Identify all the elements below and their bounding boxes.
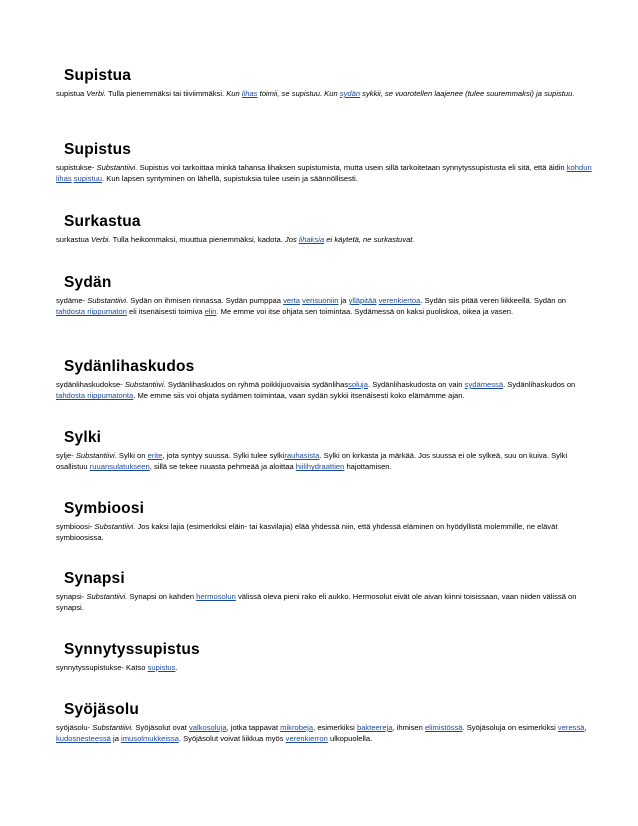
term-link[interactable]: veressä: [557, 723, 585, 732]
definition-text: . Kun lapsen syntyminen on lähellä, supistuksia tulee usein ja säännöllisesti.: [102, 174, 358, 184]
definition-text: ja: [110, 734, 122, 744]
entry-definition: [56, 591, 596, 613]
term-link[interactable]: verenkierron: [285, 734, 328, 744]
definition-text: . Me emme voi itse ohjata sen toimintaa. Sydämessä on kaksi puoliskoa, oikea ja vasen.: [216, 307, 514, 317]
entry-definition: [56, 162, 596, 184]
italic-text: Jos: [284, 235, 299, 244]
term-link[interactable]: verenkiertoa: [378, 296, 421, 305]
definition-text: Sylki on: [116, 451, 148, 460]
definition-text: , jotka tappavat: [226, 723, 281, 732]
definition-text: . Syöjäsoluja on esimerkiksi: [462, 723, 558, 732]
entry-title: Sydänlihaskudos: [64, 358, 195, 375]
definition-text: . Sylki on kirkasta ja märkää. Jos suussa ei ole sylkeä, suu on kuiva. Sylki osallistuu: [56, 451, 568, 472]
italic-text: Substantiivi.: [75, 451, 117, 460]
definition-text: eli itsenäisesti toimiva: [126, 307, 205, 317]
italic-text: Substantiivi.: [94, 522, 136, 531]
term-link[interactable]: verisuoniin: [302, 296, 339, 305]
entry-definition: [56, 88, 596, 99]
definition-text: Syöjäsolut ovat: [133, 723, 189, 732]
entry-sylki: [56, 428, 596, 472]
definition-text: hajottamisen.: [344, 462, 392, 472]
italic-text: Substantiivi.: [124, 380, 166, 389]
term-link[interactable]: tahdosta riippumatonta: [56, 391, 134, 401]
entry-definition: [56, 521, 596, 543]
entry-synnytyssupistus: [56, 640, 596, 673]
term-link[interactable]: lihas: [56, 174, 72, 184]
definition-text: symbioosi-: [56, 522, 95, 531]
definition-text: synapsi-: [56, 592, 87, 601]
entry-sydan: [56, 273, 596, 317]
italic-text: Verbi.: [91, 235, 111, 244]
term-link[interactable]: sydän: [339, 89, 361, 98]
definition-text: . Syöjäsolut voivat liikkua myös: [178, 734, 286, 744]
definition-text: välissä oleva pieni rako eli aukko. Hermosolut eivät ole aivan kiinni toisissaan, vaan niiden välissä on synapsi.: [56, 592, 577, 613]
definition-text: . Sydän siis pitää veren liikkeellä. Sydän on: [420, 296, 567, 305]
definition-text: ja: [338, 296, 349, 305]
definition-text: . Me emme siis voi ohjata sydämen toimintaa, vaan sydän sykkii itsenäisesti koko elämämme ajan.: [133, 391, 465, 401]
term-link[interactable]: elimistössä: [424, 723, 463, 732]
definition-text: ,: [584, 723, 587, 732]
definition-text: supistukse-: [56, 163, 97, 172]
definition-text: , sillä se tekee ruuasta pehmeää ja aloittaa: [149, 462, 296, 472]
term-link[interactable]: hermosolun: [196, 592, 236, 601]
definition-text: , jota syntyy suussa. Sylki tulee sylki: [162, 451, 285, 460]
term-link[interactable]: mikrobeja: [280, 723, 314, 732]
term-link[interactable]: erite: [147, 451, 163, 460]
entry-title: Sydän: [64, 274, 112, 291]
entry-title: Synapsi: [64, 570, 125, 587]
entry-definition: [56, 450, 596, 472]
entry-sydanlihaskudos: [56, 357, 596, 401]
definition-text: Tulla heikommaksi, muuttua pienemmäksi, kadota.: [110, 235, 285, 244]
definition-text: Synapsi on kahden: [127, 592, 197, 601]
definition-text: sydäme-: [56, 296, 88, 305]
term-link[interactable]: elin: [204, 307, 217, 317]
entry-title: Sylki: [64, 429, 102, 446]
term-link[interactable]: soluja: [348, 380, 368, 389]
entry-definition: [56, 379, 596, 401]
entry-definition: [56, 662, 596, 673]
term-link[interactable]: lihaksia: [298, 235, 325, 244]
term-link[interactable]: supistus: [147, 663, 176, 672]
definition-text: syöjäsolu-: [56, 723, 93, 732]
italic-text: sykkii, se vuorotellen laajenee (tulee suuremmaksi) ja supistuu.: [360, 89, 575, 98]
definition-text: . Sydänlihaskudos on: [503, 380, 576, 389]
entry-title: Supistus: [64, 141, 132, 158]
definition-text: , ihmisen: [392, 723, 425, 732]
term-link[interactable]: tahdosta riippumaton: [56, 307, 127, 317]
italic-text: Substantiivi.: [87, 296, 129, 305]
definition-text: Sydän on ihmisen rinnassa. Sydän pumppaa: [128, 296, 284, 305]
definition-text: sylje-: [56, 451, 76, 460]
entry-title: Supistua: [64, 67, 132, 84]
definition-text: .: [175, 663, 178, 672]
entry-surkastua: [56, 212, 596, 245]
term-link[interactable]: valkosoluja: [188, 723, 227, 732]
entry-synapsi: [56, 569, 596, 613]
term-link[interactable]: imusolmukkeissa: [121, 734, 179, 744]
definition-text: ulkopuolella.: [327, 734, 373, 744]
definition-text: Sydänlihaskudos on ryhmä poikkijuovaisia sydänlihas: [165, 380, 349, 389]
entry-definition: [56, 295, 596, 317]
definition-text: . Sydänlihaskudosta on vain: [367, 380, 465, 389]
italic-text: ei käytetä, ne surkastuvat.: [324, 235, 415, 244]
term-link[interactable]: lihas: [241, 89, 258, 98]
term-link[interactable]: rauhasista: [284, 451, 320, 460]
entry-title: Synnytyssupistus: [64, 641, 200, 658]
italic-text: Substantiivi.: [86, 592, 128, 601]
term-link[interactable]: hiilihydraattien: [295, 462, 345, 472]
term-link[interactable]: bakteereja: [356, 723, 393, 732]
definition-text: sydänlihaskudokse-: [56, 380, 125, 389]
entry-definition: [56, 722, 596, 744]
definition-text: supistua: [56, 89, 87, 98]
italic-text: Verbi.: [86, 89, 106, 98]
entry-definition: [56, 234, 596, 245]
term-link[interactable]: kohdun: [566, 163, 592, 172]
definition-text: , esimerkiksi: [313, 723, 357, 732]
entry-supistua: [56, 66, 596, 99]
term-link[interactable]: sydämessä: [464, 380, 504, 389]
definition-text: synnytyssupistukse- Katso: [56, 663, 148, 672]
definition-text: Tulla pienemmäksi tai tiiviimmäksi.: [105, 89, 227, 98]
entry-title: Symbioosi: [64, 500, 145, 517]
entry-syojasolu: [56, 700, 596, 744]
italic-text: Substantiivi.: [92, 723, 134, 732]
definition-text: surkastua: [56, 235, 92, 244]
term-link[interactable]: verta: [283, 296, 301, 305]
entry-title: Syöjäsolu: [64, 701, 140, 718]
entry-symbioosi: [56, 499, 596, 543]
definition-text: Jos kaksi lajia (esimerkiksi eläin- tai kasvilajia) elää yhdessä niin, että yhdessä eläminen on hyödyllistä molemmille, ne elävät symbioosissa.: [56, 522, 558, 543]
term-link[interactable]: ylläpitää: [348, 296, 377, 305]
italic-text: toimii, se supistuu. Kun: [257, 89, 340, 98]
definition-text: Supistus voi tarkoittaa minkä tahansa lihaksen supistumista, mutta usein sillä tarkoitetaan synnytyssupistusta eli sitä, että äidin: [137, 163, 567, 172]
italic-text: Kun: [226, 89, 242, 98]
term-link[interactable]: ruuansulatukseen: [89, 462, 150, 472]
term-link[interactable]: supistuu: [73, 174, 103, 184]
italic-text: Substantiivi.: [96, 163, 138, 172]
entry-title: Surkastua: [64, 213, 141, 230]
term-link[interactable]: kudosnesteessä: [56, 734, 111, 744]
entry-supistus: [56, 140, 596, 184]
